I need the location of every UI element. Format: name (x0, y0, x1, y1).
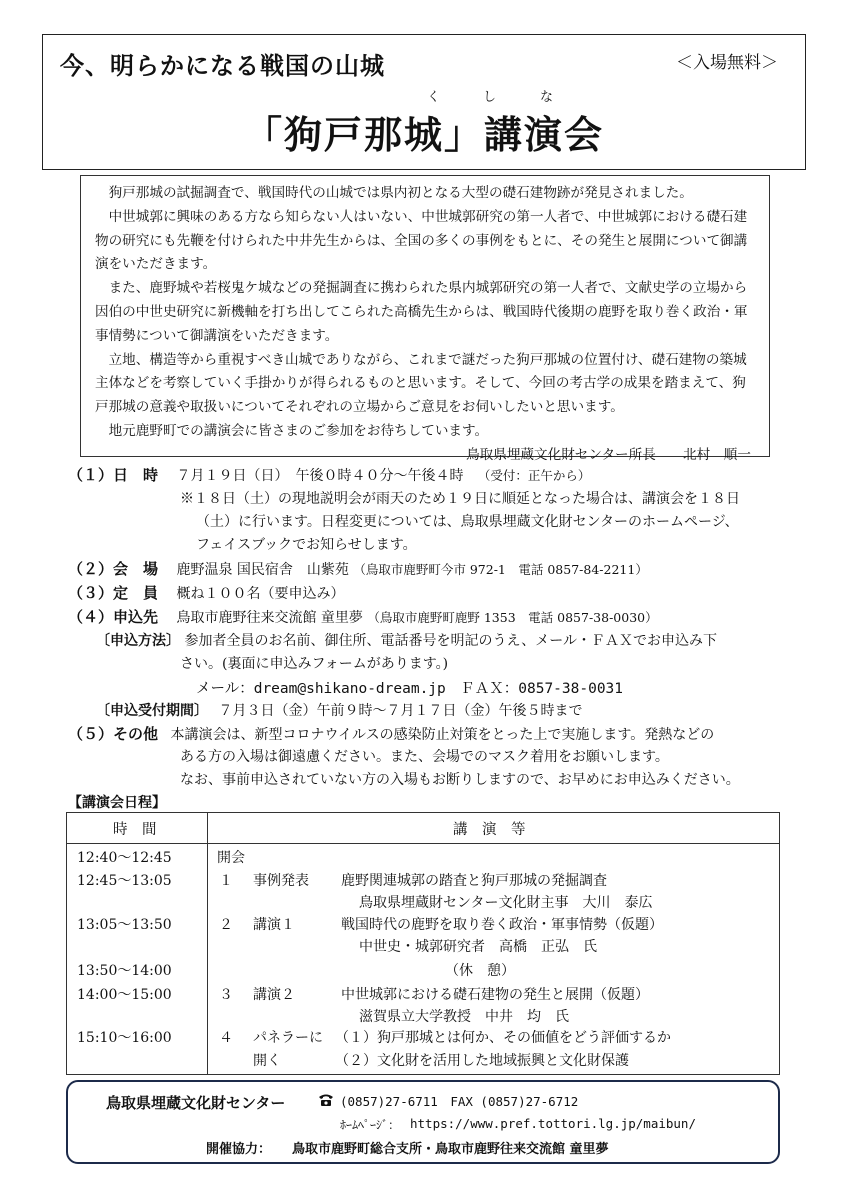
intro-box (80, 175, 770, 463)
item-speaker: 鳥取県埋蔵財センター文化財主事 大川 泰広 (359, 895, 653, 911)
date-row (68, 464, 590, 488)
method-value-1: 参加者全員のお名前、御住所、電話番号を明記のうえ、メール・ＦＡＸでお申込み下 (184, 633, 718, 649)
other-line-3: なお、事前申込されていない方の入場もお断りしますので、お早めにお申込みください。 (180, 772, 740, 788)
furigana-ku: く (427, 90, 441, 105)
method-value-2: さい。(裏面に申込みフォームがあります。) (180, 656, 449, 672)
capacity-value: 概ね１００名（要申込み） (176, 586, 345, 602)
phone-icon (318, 1092, 334, 1111)
time-cell: 12:40～12:45 (77, 850, 172, 866)
item-speaker: 滋賀県立大学教授 中井 均 氏 (359, 1009, 569, 1025)
apply-row (68, 606, 658, 630)
furigana-na: な (540, 90, 554, 105)
other-row (68, 723, 714, 747)
apply-address: （鳥取市鹿野町鹿野 1353 電話 0857-38-0030） (367, 610, 658, 625)
time-cell: 12:45～13:05 (77, 873, 172, 889)
item-number: １ (219, 873, 233, 889)
capacity-label: （３）定 員 (68, 584, 159, 602)
period-row (96, 700, 582, 723)
item-number: ３ (219, 987, 233, 1003)
furigana-shi: し (483, 90, 497, 105)
item-kind: パネラーに (253, 1030, 323, 1046)
free-admission-badge: ＜入場無料＞ (676, 53, 778, 73)
other-line-2: ある方の入場は御遠慮ください。また、会場でのマスク着用をお願いします。 (180, 749, 669, 765)
date-label: （１）日 時 (68, 466, 159, 484)
apply-value: 鳥取市鹿野往来交流館 童里夢 (176, 610, 363, 626)
col-time-header: 時 間 (113, 822, 157, 838)
item-kind: 事例発表 (253, 873, 309, 889)
intro-paragraph: 狗戸那城の試掘調査で、戦国時代の山城では県内初となる大型の礎石建物跡が発見されました。 (108, 185, 693, 201)
intro-signature: 鳥取県埋蔵文化財センター所長 北村 順一 (466, 446, 751, 463)
item-title: （１）狗戸那城とは何か、その価値をどう評価するか (335, 1030, 671, 1046)
method-row (96, 630, 717, 653)
phone-icon-svg (318, 1093, 334, 1107)
time-cell: 13:50～14:00 (77, 963, 172, 979)
footer-tel-fax: (0857)27-6711 FAX (0857)27-6712 (340, 1094, 579, 1109)
coop-label: 開催協力： (206, 1142, 272, 1157)
col-talk-header: 講 演 等 (453, 822, 526, 838)
other-line-1: 本講演会は、新型コロナウイルスの感染防止対策をとった上で実施します。発熱などの (170, 727, 715, 743)
homepage-url[interactable]: https://www.pref.tottori.lg.jp/maibun/ (410, 1116, 696, 1131)
opening-cell: 開会 (217, 850, 245, 866)
schedule-title: 【講演会日程】 (68, 795, 166, 811)
footer-box (66, 1080, 780, 1164)
venue-address: （鳥取市鹿野町今市 972-1 電話 0857-84-2211） (353, 562, 648, 577)
item-number: ４ (219, 1030, 233, 1046)
date-notice-2: （土）に行います。日程変更については、鳥取県埋蔵文化財センターのホームページ、 (196, 514, 739, 530)
item-title: 鹿野関連城郭の踏査と狗戸那城の発掘調査 (341, 873, 607, 889)
item-speaker: 中世史・城郭研究者 高橋 正弘 氏 (359, 939, 597, 955)
date-note: （受付：正午から） (477, 468, 591, 483)
venue-row (68, 558, 648, 582)
period-label: 〔申込受付期間〕 (96, 703, 208, 719)
column-divider (207, 813, 208, 1074)
intro-paragraph: 地元鹿野町での講演会に皆さまのご参加をお待ちしています。 (108, 422, 489, 439)
date-value: ７月１９日（日） 午後０時４０分～午後４時 (176, 468, 464, 484)
other-label: （５）その他 (68, 725, 159, 743)
intro-paragraph: また、鹿野城や若桜鬼ケ城などの発掘調査に携わられた県内城郭研究の第一人者で、文献史学の立場から因伯の中世史研究に新機軸を打ち出してこられた高橋先生からは、戦国時代後期の鹿野を取り巻く政治・軍事情勢について御講演をいただきます。 (95, 280, 748, 344)
intro-paragraph: 中世城郭に興味のある方なら知らない人はいない、中世城郭研究の第一人者で、中世城郭における礎石建物の研究にも先鞭を付けられた中井先生からは、全国の多くの事例をもとに、その発生と展開について御講演をいただきます。 (95, 208, 748, 273)
date-notice-1: ※１８日（土）の現地説明会が雨天のため１９日に順延となった場合は、講演会を１８日 (180, 491, 740, 507)
schedule-header (67, 813, 779, 844)
item-title-2: （２）文化財を活用した地域振興と文化財保護 (335, 1053, 629, 1069)
item-kind-2: 開く (253, 1053, 281, 1069)
date-notice-3: フェイスブックでお知らせします。 (196, 537, 417, 553)
time-cell: 15:10～16:00 (77, 1030, 172, 1046)
venue-value: 鹿野温泉 国民宿舎 山紫苑 (176, 562, 349, 578)
contact-line: メール：dream@shikano-dream.jp ＦＡＸ：0857-38-0031 (196, 681, 624, 697)
apply-label: （４）申込先 (68, 608, 159, 626)
coop-value: 鳥取市鹿野町総合支所・鳥取市鹿野往来交流館 童里夢 (292, 1142, 609, 1157)
footer-org: 鳥取県埋蔵文化財センター (106, 1094, 286, 1112)
time-cell: 13:05～13:50 (77, 917, 172, 933)
period-value: ７月３日（金）午前９時～７月１７日（金）午後５時まで (218, 703, 583, 719)
venue-label: （２）会 場 (68, 560, 159, 578)
item-kind: 講演２ (253, 987, 295, 1003)
method-label: 〔申込方法〕 (96, 633, 180, 649)
homepage-label: ﾎｰﾑﾍﾟｰｼﾞ： (340, 1118, 401, 1132)
event-subtitle: 今、明らかになる戦国の山城 (60, 51, 385, 80)
break-cell: （休 憩） (445, 963, 515, 979)
item-title: 中世城郭における礎石建物の発生と展開（仮題） (341, 987, 649, 1003)
page-title: 「狗戸那城」講演会 (243, 112, 604, 157)
item-number: ２ (219, 917, 233, 933)
time-cell: 14:00～15:00 (77, 987, 172, 1003)
capacity-row (68, 582, 344, 606)
item-kind: 講演１ (253, 917, 295, 933)
schedule-table (66, 812, 780, 1075)
intro-paragraph: 立地、構造等から重視すべき山城でありながら、これまで謎だった狗戸那城の位置付け、礎石建物の築城主体などを考察していく手掛かりが得られるものと思います。そして、今回の考古学の成果を踏まえて、狗戸那城の意義や取扱いについてそれぞれの立場からご意見をお伺いしたいと思います。 (95, 351, 747, 416)
item-title: 戦国時代の鹿野を取り巻く政治・軍事情勢（仮題） (341, 917, 663, 933)
